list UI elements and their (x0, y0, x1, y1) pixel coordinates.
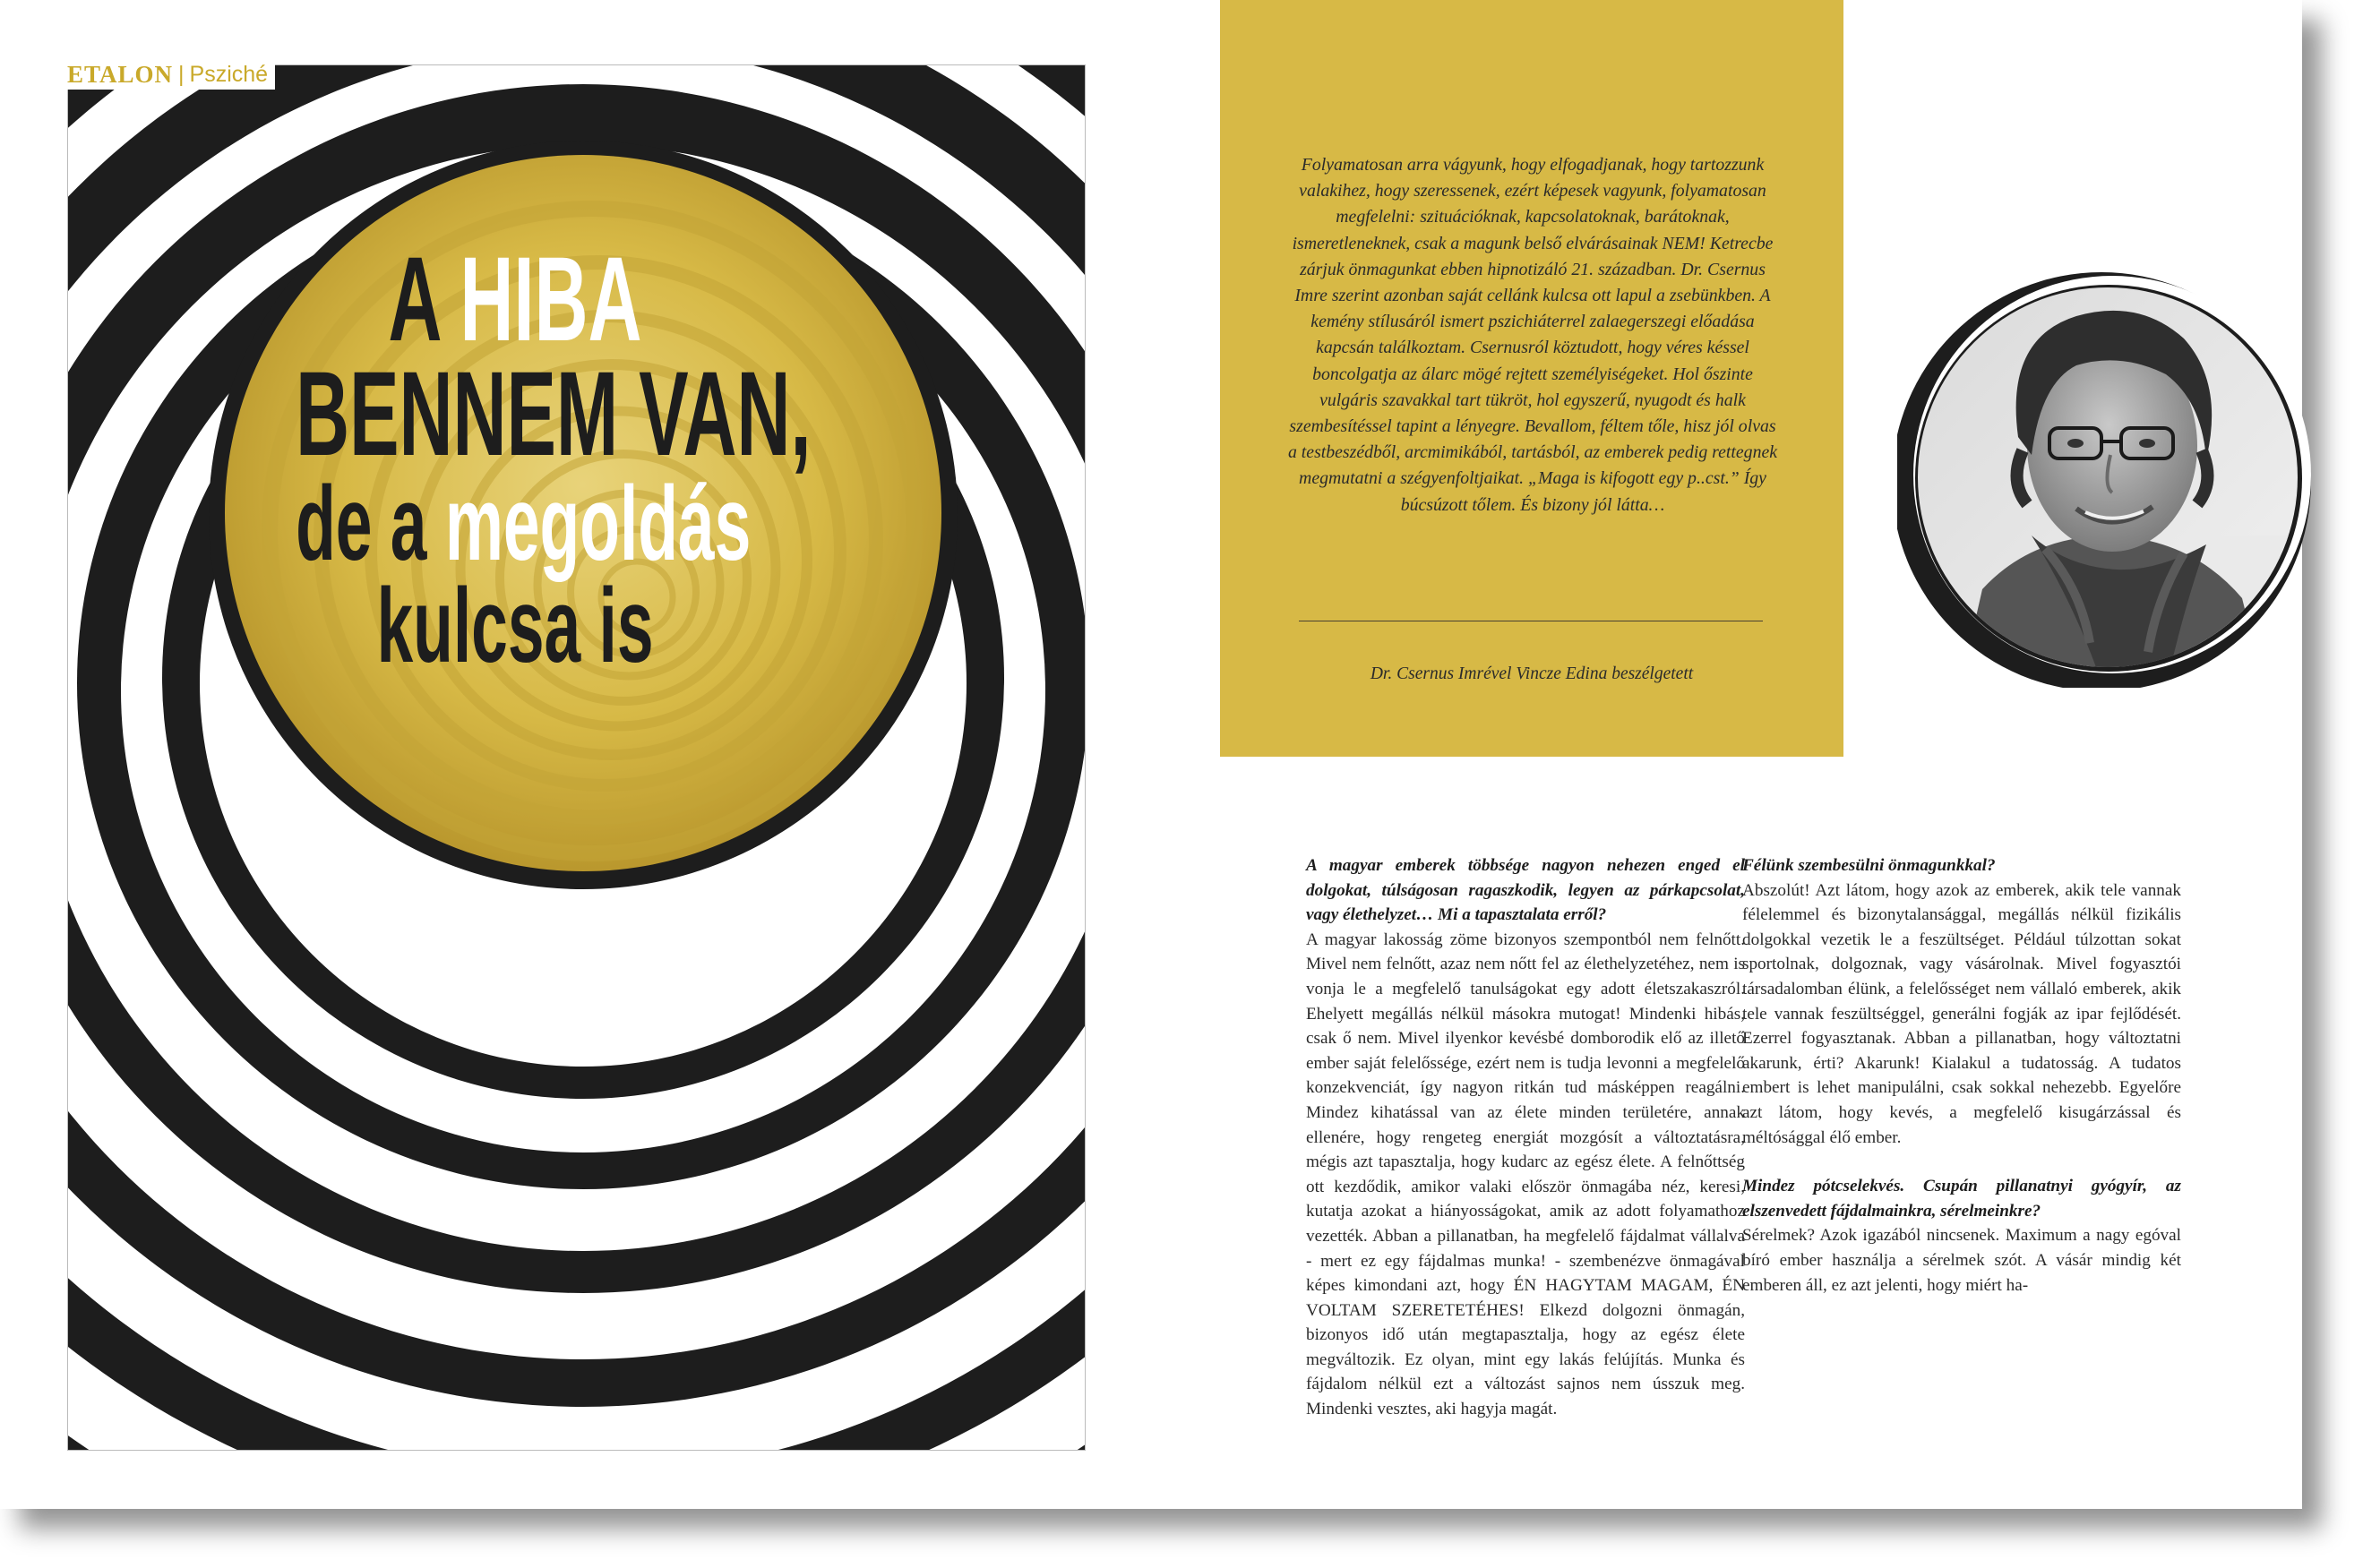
question-2: Félünk szembesülni önmagunkkal? (1742, 856, 1996, 875)
headline-line-1-b: HIBA (460, 233, 642, 366)
section-header (67, 59, 275, 90)
intro-text: Folyamatosan arra vágyunk, hogy elfogadjanak, hogy tartozzunk valakihez, hogy szeressenek, ezért képesek vagyunk, folyamatosan megfelelni: szituációknak, kapcsolatoknak, barátoknak, ismeretleneknek, csak a magunk belső elvárásainak NEM! Ketrecbe zárjuk önmagunkat ebben hipnotizáló 21. században. Dr. Csernus Imre szerint azonban saját cellánk kulcsa ott lapul a zsebünkben. A kemény stílusáról ismert pszichiáterrel zalaegerszegi előadása kapcsán találkoztam. Csernusról köztudott, hogy véres késsel boncolgatja az álarc mögé rejtett személyiségeket. Hol őszinte vulgáris szavakkal tart tükröt, hol egyszerű, nyugodt és halk szembesítéssel tapint a lényegre. Bevallom, féltem tőle, hisz jól olvas a testbeszédből, arcmimikából, tartásból, az emberek pedig rettegnek megmutatni a szégyenfoltjaikat. „Maga is kifogott egy p..cst.” Így búcsúzott tőlem. És bizony jól látta… (1287, 155, 1778, 515)
headline-line-3 (296, 465, 752, 583)
answer-2: Abszolút! Azt látom, hogy azok az emberek, akik tele vannak félelemmel és bizonytalansággal, megállás nélkül fizikális dolgokkal vezetik le a feszültséget. Például túlzottan sokat sportolnak, dolgoznak, vagy vásárolnak. Mivel fogyasztói társadalomban élünk, a felelősséget nem vállaló emberek, akik tele vannak feszültséggel, generálni fogják az ipar fejlődését. Ezerrel fogyasztanak. Abban a pillanatban, hogy változtatni akarunk, érti? Akarunk! Kialakul a tudatosság. A tudatos embert is lehet manipulálni, csak sokkal nehezebb. Egyelőre azt látom, hogy kevés, a megfelelő kisugárzással és méltósággal élő ember. (1742, 880, 2181, 1147)
portrait-photo (1897, 267, 2318, 688)
headline-line-1 (296, 233, 735, 366)
article-column-1 (1306, 853, 1745, 1422)
headline-line-4: kulcsa is (376, 567, 654, 685)
answer-3: Sérelmek? Azok igazából nincsenek. Maximum a nagy egóval bíró ember használja a sérelmek szót. A vásár mindig két emberen áll, ez azt jelenti, hogy miért ha- (1742, 1226, 2181, 1295)
headline-line-2: BENNEM VAN, (296, 347, 812, 481)
byline: Dr. Csernus Imrével Vincze Edina beszélgetett (1370, 664, 1694, 683)
question-3: Mindez pótcselekvés. Csupán pillanatnyi gyógyír, az elszenvedett fájdalmainkra, sérelmeinkre? (1742, 1177, 2181, 1221)
header-separator: | (178, 61, 185, 87)
headline (161, 233, 869, 685)
article-column-2 (1742, 853, 2181, 1298)
section-label: Psziché (189, 61, 269, 87)
question-1: A magyar emberek többsége nagyon nehezen enged el dolgokat, túlságosan ragaszkodik, legyen az párkapcsolat, vagy élethelyzet… Mi a tapasztalata erről? (1306, 856, 1745, 925)
headline-line-3-b: megoldás (444, 465, 752, 583)
answer-1: A magyar lakosság zöme bizonyos szempontból nem felnőtt. Mivel nem felnőtt, azaz nem nőtt fel az élethelyzetéhez, nem is vonja le a megfelelő tanulságokat egy adott életszakaszról. Ehelyett megállás nélkül másokra mutogat! Mindenki hibás, csak ő nem. Mivel ilyenkor kevésbé domborodik elő az illető ember saját felelőssége, ezért nem is tudja levonni a megfelelő konzekvenciát, így nagyon ritkán tud másképpen reagálni. Mindez kihatással van az élete minden területére, annak ellenére, hogy rengeteg energiát mozgósít a változtatásra, mégis azt tapasztalja, hogy kudarc az egész élete. A felnőttség ott kezdődik, amikor valaki először önmagába néz, keresi, kutatja azokat a hiányosságokat, amik az adott folyamathoz vezették. Abban a pillanatban, ha megfelelő fájdalmat vállalva - mert ez egy fájdalmas munka! - szembenézve önmagával képes kimondani azt, hogy ÉN HAGYTAM MAGAM, ÉN VOLTAM SZERETETÉHES! Elkezd dolgozni önmagán, bizonyos idő után megtapasztalja, hogy az egész élete megváltozik. Ez olyan, mint egy lakás felújítás. Munka és fájdalom nélkül ezt a változást sajnos nem ússzuk meg. Mindenki vesztes, aki hagyja magát. (1306, 930, 1745, 1419)
brand-label: ETALON (67, 60, 174, 88)
intro-box (1220, 0, 1843, 757)
headline-line-3-a: de a (296, 465, 445, 583)
headline-line-1-a: A (388, 233, 460, 366)
